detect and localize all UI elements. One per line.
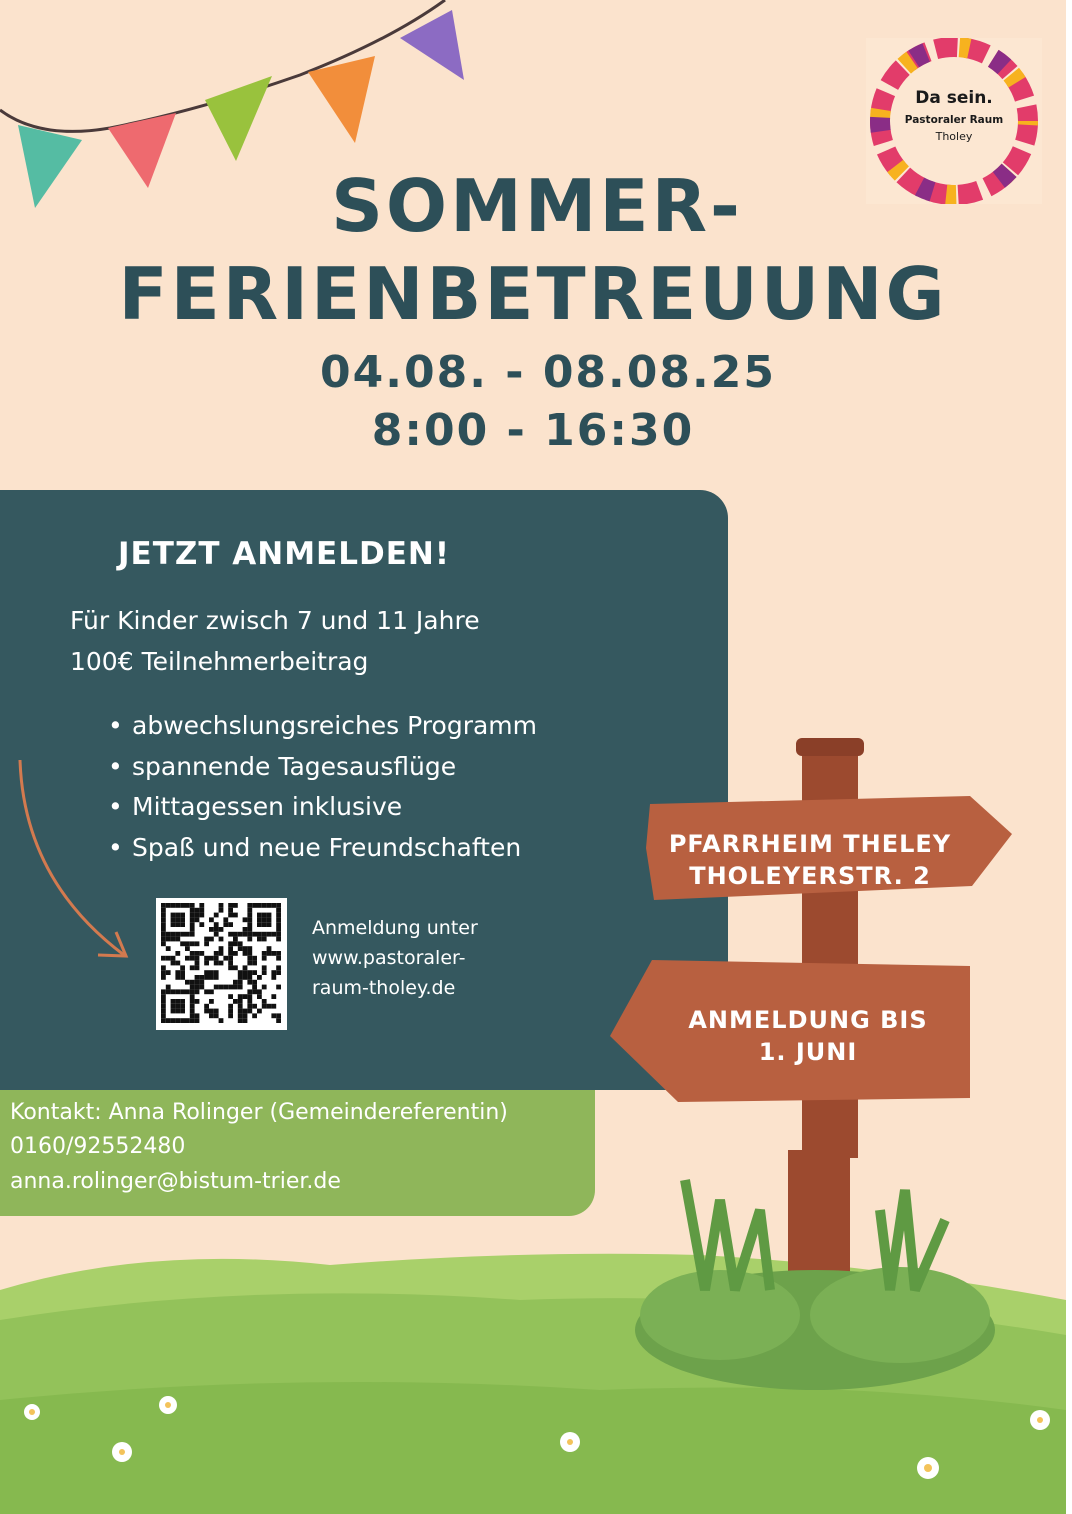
panel-heading: JETZT ANMELDEN! — [118, 536, 450, 572]
flag-purple — [400, 10, 464, 80]
logo-line1: Da sein. — [915, 88, 993, 108]
signpost-illustration — [600, 738, 1020, 1158]
logo-line2: Pastoraler Raum — [904, 114, 1004, 126]
bullet-item: • Spaß und neue Freundschaften — [108, 833, 522, 862]
registration-line1: Anmeldung unter — [312, 917, 478, 939]
title-line1: SOMMER- — [331, 164, 743, 248]
sign-bottom-line1: ANMELDUNG BIS — [688, 1006, 928, 1034]
sign-top-line1: PFARRHEIM THELEY — [668, 830, 952, 858]
registration-url-line2[interactable]: raum-tholey.de — [312, 977, 456, 999]
event-times: 8:00 - 16:30 — [371, 405, 695, 456]
registration-url-line1[interactable]: www.pastoraler- — [312, 947, 466, 969]
bullet-item: • Mittagessen inklusive — [108, 792, 403, 821]
bullet-item: • abwechslungsreiches Programm — [108, 711, 537, 740]
sign-bottom-line2: 1. JUNI — [758, 1038, 858, 1066]
sign-top-line2: THOLEYERSTR. 2 — [689, 862, 931, 890]
contact-email[interactable]: anna.rolinger@bistum-trier.de — [10, 1169, 341, 1194]
qr-code[interactable] — [156, 898, 287, 1030]
curved-arrow-icon — [14, 760, 144, 970]
title-line2: FERIENBETREUUNG — [118, 252, 948, 336]
meadow-illustration — [0, 1150, 1066, 1514]
page-edge — [1066, 0, 1072, 1514]
fee-info: 100€ Teilnehmerbeitrag — [70, 647, 369, 676]
qr-code-icon — [156, 898, 287, 1030]
bullet-item: • spannende Tagesausflüge — [108, 752, 457, 781]
contact-person: Kontakt: Anna Rolinger (Gemeindereferentin) — [10, 1100, 508, 1125]
contact-phone[interactable]: 0160/92552480 — [10, 1134, 186, 1159]
logo-line3: Tholey — [935, 130, 973, 143]
age-info: Für Kinder zwisch 7 und 11 Jahre — [70, 606, 480, 635]
flag-green — [205, 76, 272, 161]
event-dates: 04.08. - 08.08.25 — [320, 347, 776, 398]
